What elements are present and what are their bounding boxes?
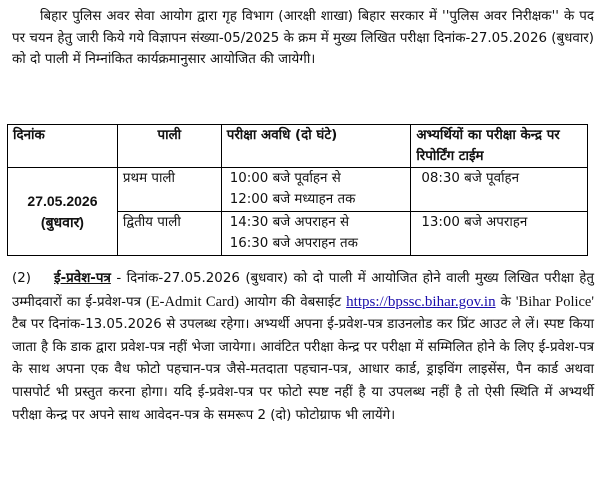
exam-schedule-table: [7, 124, 588, 256]
exam-day: (बुधवार): [40, 213, 84, 230]
duration-start: 14:30 बजे अपराहन से: [229, 215, 350, 230]
header-reporting: अभ्यर्थियों का परीक्षा केन्द्र पर रिपोर्टिंग टाईम: [411, 125, 588, 168]
shift-cell: द्वितीय पाली: [117, 212, 221, 256]
table-row: [8, 168, 588, 212]
duration-cell: [221, 168, 411, 212]
duration-end: 16:30 बजे अपराहन तक: [229, 236, 358, 251]
exam-date-cell: [8, 168, 118, 256]
section-text-d: टैब पर दिनांक-13.05.2026 से उपलब्ध रहेगा। अभ्यर्थी अपना ई-प्रवेश-पत्र डाउनलोड कर प्रिंट आउट ले लें। स्पष्ट किया जाता है कि डाक द्वारा प्रवेश-पत्र नहीं भेजा जायेगा। आवंटित परीक्षा केन्द्र पर परीक्षा में सम्मिलित होने के लिए ई-प्रवेश-पत्र के साथ अपना एक वैध फोटो पहचान-पत्र जैसे-मतदाता पहचान-पत्र, आधार कार्ड, ड्राइविंग लाइसेंस, पैन कार्ड अथवा पासपोर्ट भी प्रस्तुत करना होगा। यदि ई-प्रवेश-पत्र पर फोटो स्पष्ट नहीं है या उपलब्ध नहीं है तो ऐसी स्थिति में अभ्यर्थी परीक्षा केन्द्र पर अपने साथ आवेदन-पत्र के समरूप 2 (दो) फोटोग्राफ भी लायेंगे।: [12, 317, 594, 423]
header-duration: परीक्षा अवधि (दो घंटे): [221, 125, 411, 168]
tab-name: 'Bihar Police': [515, 293, 594, 310]
admit-card-section: [12, 268, 594, 427]
table-header-row: [8, 125, 588, 168]
duration-cell: [221, 212, 411, 256]
reporting-cell: 08:30 बजे पूर्वाहन: [411, 168, 588, 212]
duration-start: 10:00 बजे पूर्वाहन से: [229, 171, 341, 186]
website-link[interactable]: https://bpssc.bihar.gov.in: [346, 293, 496, 310]
duration-end: 12:00 बजे मध्याहन तक: [229, 192, 356, 207]
intro-paragraph: बिहार पुलिस अवर सेवा आयोग द्वारा गृह विभाग (आरक्षी शाखा) बिहार सरकार में ''पुलिस अवर निरीक्षक'' के पद पर चयन हेतु जारी किये गये विज्ञापन संख्या-05/2025 के क्रम में मुख्य लिखित परीक्षा दिनांक-27.05.2026 (बुधवार) को दो पाली में निम्नांकित कार्यक्रमानुसार आयोजित की जायेगी।: [12, 9, 594, 68]
shift-cell: प्रथम पाली: [117, 168, 221, 212]
reporting-cell: 13:00 बजे अपराहन: [411, 212, 588, 256]
section-text-b: आयोग की वेबसाईट: [238, 294, 347, 310]
section-text-a: - दिनांक-27.05.2026 (बुधवार) को दो पाली में आयोजित होने वाली मुख्य लिखित परीक्षा हेतु उम्मीदवारों का ई-प्रवेश-पत्र: [12, 271, 594, 310]
section-number: (2): [12, 271, 31, 286]
exam-date: 27.05.2026: [27, 192, 98, 209]
english-term: (E-Admit Card): [145, 293, 239, 310]
document-body: [12, 6, 594, 71]
header-date: दिनांक: [8, 125, 118, 168]
header-shift: पाली: [117, 125, 221, 168]
section-text-c: के: [495, 294, 516, 310]
section-title: ई-प्रवेश-पत्र: [54, 271, 111, 286]
